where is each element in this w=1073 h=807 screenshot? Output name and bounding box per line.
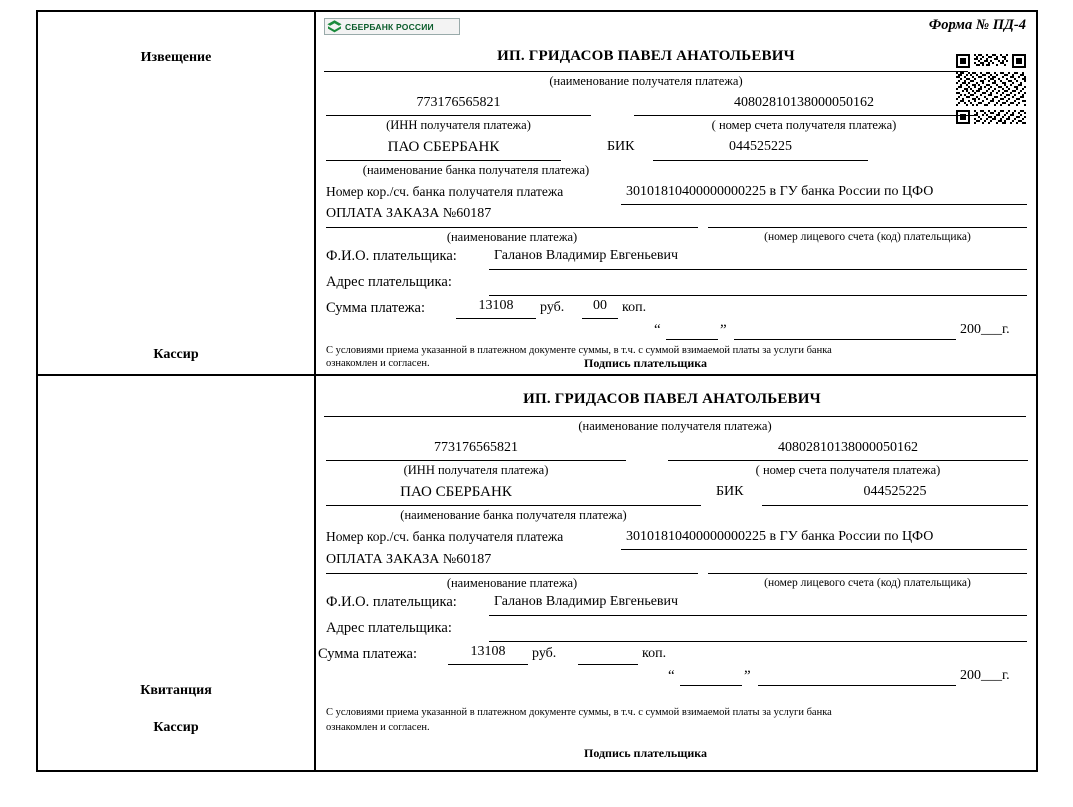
form-half-notice <box>38 12 1036 376</box>
caption-account-bottom: ( номер счета получателя платежа) <box>755 463 941 477</box>
form-half-receipt <box>38 376 1036 770</box>
label-rub-bottom: руб. <box>532 646 557 661</box>
quote-close-bottom: ” <box>744 668 751 684</box>
recipient-title-bottom: ИП. ГРИДАСОВ ПАВЕЛ АНАТОЛЬЕВИЧ <box>523 391 821 407</box>
rule-recipient-bottom <box>324 416 1026 417</box>
rule-sum-kop-bottom <box>578 664 638 665</box>
rule-sum-kop-top <box>582 318 618 319</box>
label-korschet-bottom: Номер кор./сч. банка получателя платежа <box>326 529 564 544</box>
quote-open-bottom: “ <box>668 668 675 684</box>
value-payer-fio-bottom[interactable]: Галанов Владимир Евгеньевич <box>494 594 679 609</box>
label-kop-bottom: коп. <box>642 646 667 661</box>
caption-personal-account-bottom: (номер лицевого счета (код) плательщика) <box>764 577 971 589</box>
rule-sum-rub-bottom <box>448 664 528 665</box>
stub-label-kassir-top: Кассир <box>153 347 199 362</box>
value-korschet-bottom[interactable]: 30101810400000000225 в ГУ банка России по ЦФО <box>626 529 934 544</box>
rule-recipient-top <box>324 71 968 72</box>
agreement-line1-top: С условиями приема указанной в платежном документе суммы, в т.ч. с суммой взимаемой платы за услуги банка <box>326 345 832 356</box>
form-body-top <box>316 12 1036 374</box>
rule-korschet-bottom <box>621 549 1027 550</box>
value-inn-top[interactable]: 773176565821 <box>416 95 501 110</box>
label-bik-bottom: БИК <box>716 484 744 499</box>
rule-payer-address-top <box>489 295 1027 296</box>
stub-column-bottom <box>38 376 316 770</box>
value-bik-top[interactable]: 044525225 <box>729 139 792 154</box>
agreement-line2-bottom: ознакомлен и согласен. <box>326 722 430 733</box>
stub-label-kassir-bottom: Кассир <box>153 720 199 735</box>
value-account-top[interactable]: 40802810138000050162 <box>734 95 874 110</box>
sberbank-logo <box>324 18 460 35</box>
rule-payer-address-bottom <box>489 641 1027 642</box>
value-account-bottom[interactable]: 40802810138000050162 <box>778 440 918 455</box>
form-number: Форма № ПД-4 <box>928 17 1026 33</box>
rule-personal-account-bottom <box>708 573 1027 574</box>
payer-signature-label-bottom: Подпись плательщика <box>584 746 707 760</box>
rule-account-top <box>634 115 974 116</box>
rule-bank-name-top <box>326 160 561 161</box>
value-payment-name-top[interactable]: ОПЛАТА ЗАКАЗА №60187 <box>326 206 492 221</box>
label-year-bottom: 200___г. <box>960 668 1010 683</box>
value-sum-rub-bottom[interactable]: 13108 <box>470 644 506 659</box>
value-sum-kop-top[interactable]: 00 <box>593 298 607 313</box>
value-bank-name-bottom[interactable]: ПАО СБЕРБАНК <box>400 484 512 500</box>
recipient-title-top: ИП. ГРИДАСОВ ПАВЕЛ АНАТОЛЬЕВИЧ <box>497 48 795 64</box>
rule-inn-top <box>326 115 591 116</box>
value-bik-bottom[interactable]: 044525225 <box>863 484 927 499</box>
label-payer-address-top: Адрес плательщика: <box>326 274 452 290</box>
sberbank-logo-icon <box>326 19 343 34</box>
value-korschet-top[interactable]: 30101810400000000225 в ГУ банка России по ЦФО <box>626 184 934 199</box>
stub-column-top <box>38 12 316 374</box>
stub-label-izveschenie: Извещение <box>140 50 212 65</box>
label-payer-address-bottom: Адрес плательщика: <box>326 620 452 636</box>
label-payer-fio-bottom: Ф.И.О. плательщика: <box>326 594 457 610</box>
quote-open-top: “ <box>654 322 661 338</box>
rule-personal-account-top <box>708 227 1027 228</box>
value-inn-bottom[interactable]: 773176565821 <box>434 440 518 455</box>
caption-personal-account-top: (номер лицевого счета (код) плательщика) <box>764 231 971 243</box>
agreement-line2-top: ознакомлен и согласен. <box>326 358 430 369</box>
caption-inn-top: (ИНН получателя платежа) <box>386 118 531 132</box>
rule-sum-rub-top <box>456 318 536 319</box>
rule-month-bottom <box>758 685 956 686</box>
rule-korschet-top <box>621 204 1027 205</box>
label-rub-top: руб. <box>540 300 565 315</box>
rule-payment-name-top <box>326 227 698 228</box>
value-bank-name-top[interactable]: ПАО СБЕРБАНК <box>387 139 500 155</box>
label-payment-sum-bottom: Сумма платежа: <box>318 646 417 662</box>
caption-bank-name-bottom: (наименование банка получателя платежа) <box>400 508 627 522</box>
label-payment-sum-top: Сумма платежа: <box>326 300 425 316</box>
payment-form-pd4 <box>36 10 1038 772</box>
caption-payment-name-bottom: (наименование платежа) <box>446 576 578 590</box>
label-payer-fio-top: Ф.И.О. плательщика: <box>326 248 457 264</box>
value-payer-fio-top[interactable]: Галанов Владимир Евгеньевич <box>494 248 679 263</box>
label-kop-top: коп. <box>622 300 647 315</box>
caption-inn-bottom: (ИНН получателя платежа) <box>403 463 549 477</box>
stub-label-kvitanciya: Квитанция <box>140 683 212 698</box>
rule-payment-name-bottom <box>326 573 698 574</box>
agreement-line1-bottom: С условиями приема указанной в платежном документе суммы, в т.ч. с суммой взимаемой платы за услуги банка <box>326 707 832 718</box>
caption-recipient-name-bottom: (наименование получателя платежа) <box>578 419 772 433</box>
rule-payer-fio-bottom <box>489 615 1027 616</box>
label-korschet-top: Номер кор./сч. банка получателя платежа <box>326 184 564 199</box>
sberbank-logo-text: СБЕРБАНК РОССИИ <box>345 21 434 32</box>
rule-payer-fio-top <box>489 269 1027 270</box>
rule-bank-name-bottom <box>326 505 701 506</box>
caption-recipient-name-top: (наименование получателя платежа) <box>549 74 743 88</box>
quote-close-top: ” <box>720 322 727 338</box>
payer-signature-label-top: Подпись плательщика <box>584 356 707 370</box>
value-sum-rub-top[interactable]: 13108 <box>478 298 514 313</box>
caption-bank-name-top: (наименование банка получателя платежа) <box>362 163 590 177</box>
rule-bik-top <box>653 160 868 161</box>
label-year-top: 200___г. <box>960 322 1010 337</box>
rule-day-top <box>666 339 718 340</box>
rule-month-top <box>734 339 956 340</box>
caption-payment-name-top: (наименование платежа) <box>446 230 578 244</box>
rule-day-bottom <box>680 685 742 686</box>
caption-account-top: ( номер счета получателя платежа) <box>711 118 897 132</box>
value-payment-name-bottom[interactable]: ОПЛАТА ЗАКАЗА №60187 <box>326 552 492 567</box>
form-body-bottom <box>316 376 1036 770</box>
label-bik-top: БИК <box>607 139 635 154</box>
rule-inn-bottom <box>326 460 626 461</box>
rule-account-bottom <box>668 460 1028 461</box>
rule-bik-bottom <box>762 505 1028 506</box>
